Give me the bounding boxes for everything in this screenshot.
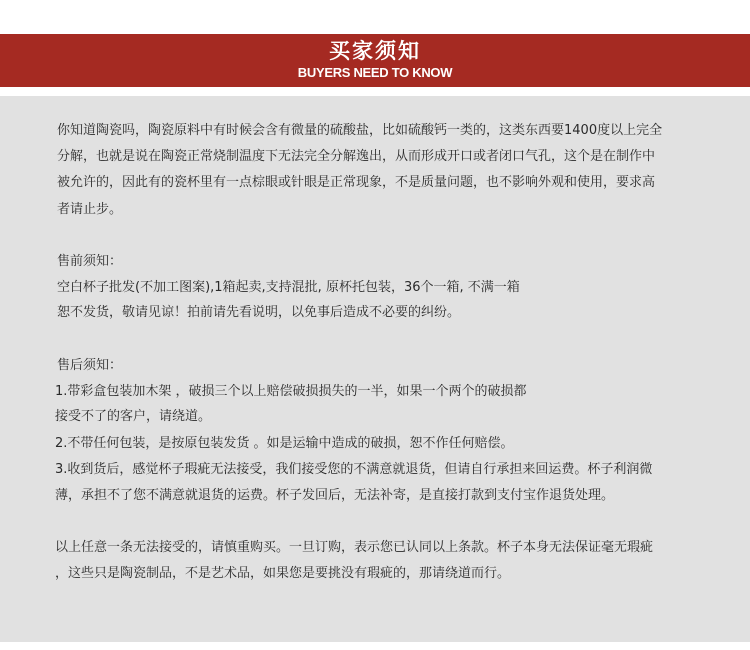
- presale-line: 恕不发货，敬请见谅！拍前请先看说明，以免事后造成不必要的纠纷。: [57, 305, 461, 320]
- aftersale-line: 薄，承担不了您不满意就退货的运费。杯子发回后，无法补寄，是直接打款到支付宝作退货处理。: [55, 488, 615, 503]
- presale-heading: 售前须知：: [57, 254, 123, 269]
- intro-line: 分解，也就是说在陶瓷正常烧制温度下无法完全分解逸出，从而形成开口或者闭口气孔，这个是在制作中: [57, 149, 656, 164]
- page-title: 买家须知: [329, 39, 421, 63]
- page-subtitle: BUYERS NEED TO KNOW: [297, 65, 453, 80]
- aftersale-line: 接受不了的客户，请绕道。: [55, 409, 212, 424]
- aftersale-line: 3.收到货后，感觉杯子瑕疵无法接受，我们接受您的不满意就退货，但请自行承担来回运费。杯子利润微: [55, 462, 653, 477]
- intro-line: 你知道陶瓷吗，陶瓷原料中有时候会含有微量的硫酸盐，比如硫酸钙一类的，这类东西要1400度以上完全: [57, 123, 663, 138]
- aftersale-heading: 售后须知：: [57, 358, 123, 373]
- intro-line: 者请止步。: [57, 202, 123, 217]
- intro-line: 被允许的，因此有的瓷杯里有一点棕眼或针眼是正常现象，不是质量问题，也不影响外观和使用，要求高: [57, 175, 656, 190]
- aftersale-line: 1.带彩盒包装加木架 ，破损三个以上赔偿破损损失的一半，如果一个两个的破损都: [55, 384, 527, 399]
- closing-line: 以上任意一条无法接受的，请慎重购买。一旦订购，表示您已认同以上条款。杯子本身无法保证毫无瑕疵: [55, 540, 654, 555]
- aftersale-line: 2.不带任何包装，是按原包装发货 。如是运输中造成的破损，恕不作任何赔偿。: [55, 436, 514, 451]
- header-banner: [0, 34, 750, 87]
- notice-panel: [0, 96, 750, 642]
- presale-line: 空白杯子批发(不加工图案),1箱起卖,支持混批, 原杯托包装，36个一箱, 不满一箱: [57, 280, 520, 295]
- closing-line: ，这些只是陶瓷制品，不是艺术品，如果您是要挑没有瑕疵的，那请绕道而行。: [55, 566, 511, 581]
